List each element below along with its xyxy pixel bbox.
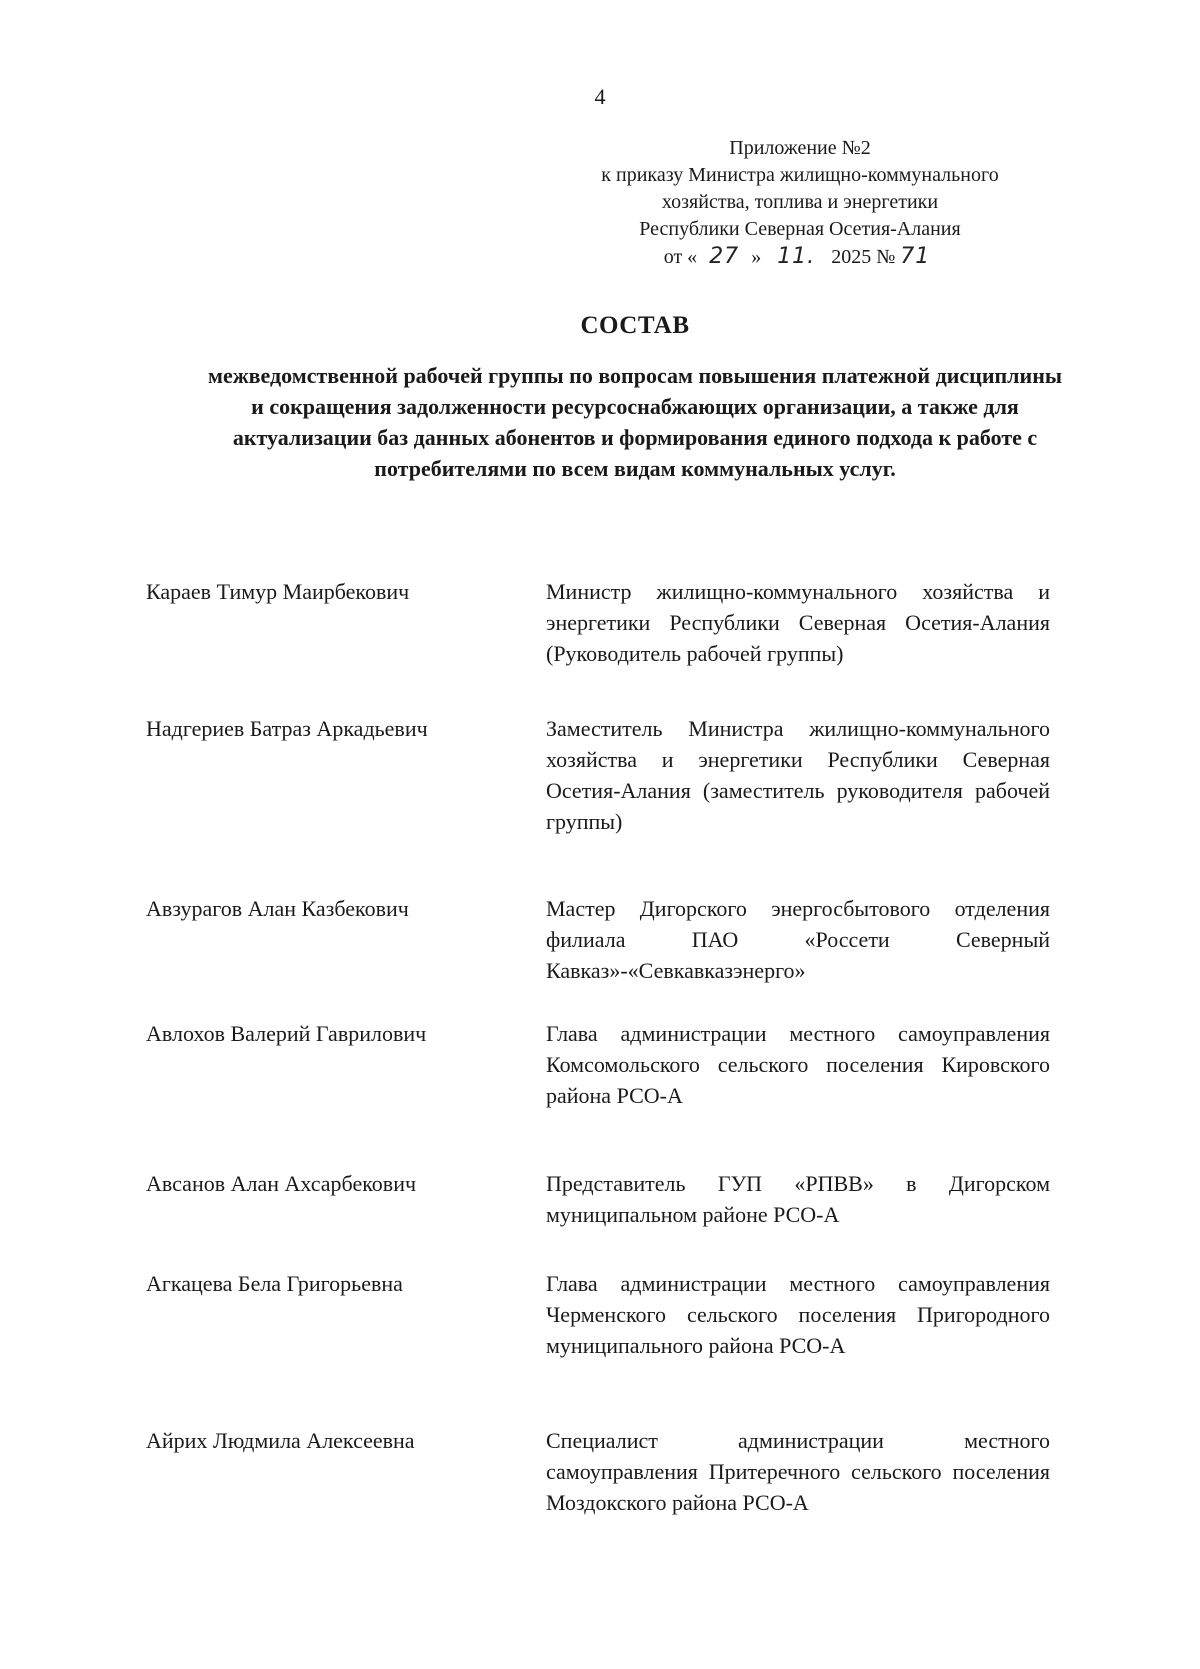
member-name: Авсанов Алан Ахсарбекович <box>146 1171 417 1196</box>
member-row <box>146 1268 1050 1425</box>
member-role: Глава администрации местного самоуправления Черменского сельского поселения Пригородного муниципального района РСО-А <box>546 1271 1050 1358</box>
document-title: СОСТАВ <box>580 312 690 339</box>
member-row <box>146 893 1050 1018</box>
appendix-line-2: к приказу Министра жилищно-коммунального <box>601 164 999 186</box>
member-role: Министр жилищно-коммунального хозяйства и энергетики Республики Северная Осетия-Алания (Руководитель рабочей группы) <box>546 579 1050 666</box>
appendix-line-3: хозяйства, топлива и энергетики <box>661 191 939 213</box>
member-row <box>146 576 1050 713</box>
member-row <box>146 1168 1050 1268</box>
member-role: Представитель ГУП «РПВВ» в Дигорском муниципальном районе РСО-А <box>546 1171 1050 1227</box>
handwritten-order-number: 71 <box>900 244 931 269</box>
handwritten-day: 27 <box>709 244 740 269</box>
member-role: Мастер Дигорского энергосбытового отделения филиала ПАО «Россети Северный Кавказ»-«Севкавказэнерго» <box>546 896 1050 983</box>
date-prefix: от « <box>663 246 698 268</box>
date-quote-close: » <box>751 246 762 268</box>
member-role: Заместитель Министра жилищно-коммунального хозяйства и энергетики Республики Северная Осетия-Алания (заместитель руководителя рабочей группы) <box>546 716 1050 834</box>
member-role: Специалист администрации местного самоуправления Притеречного сельского поселения Моздокского района РСО-А <box>546 1428 1050 1515</box>
members-list <box>146 576 1050 1545</box>
member-row <box>146 1425 1050 1545</box>
member-role: Глава администрации местного самоуправления Комсомольского сельского поселения Кировского района РСО-А <box>546 1021 1050 1108</box>
handwritten-month: 11. <box>777 244 816 269</box>
appendix-line-4: Республики Северная Осетия-Алания <box>639 218 961 240</box>
appendix-line-1: Приложение №2 <box>729 137 871 159</box>
document-subtitle: межведомственной рабочей группы по вопросам повышения платежной дисциплины и сокращения задолженности ресурсоснабжающих организации, а также для актуализации баз данных абонентов и формирования единого подхода к работе с потребителями по всем видам коммунальных услуг. <box>207 363 1063 481</box>
appendix-header <box>520 135 1080 271</box>
member-name: Агкацева Бела Григорьевна <box>146 1271 403 1296</box>
member-name: Авлохов Валерий Гаврилович <box>146 1021 427 1046</box>
member-row <box>146 713 1050 893</box>
date-year: 2025 № <box>831 246 896 268</box>
member-name: Караев Тимур Маирбекович <box>146 579 410 604</box>
page-number: 4 <box>594 84 606 109</box>
member-row <box>146 1018 1050 1168</box>
member-name: Айрих Людмила Алексеевна <box>146 1428 415 1453</box>
member-name: Авзурагов Алан Казбекович <box>146 896 409 921</box>
member-name: Надгериев Батраз Аркадьевич <box>146 716 428 741</box>
order-date-line <box>520 243 1080 271</box>
